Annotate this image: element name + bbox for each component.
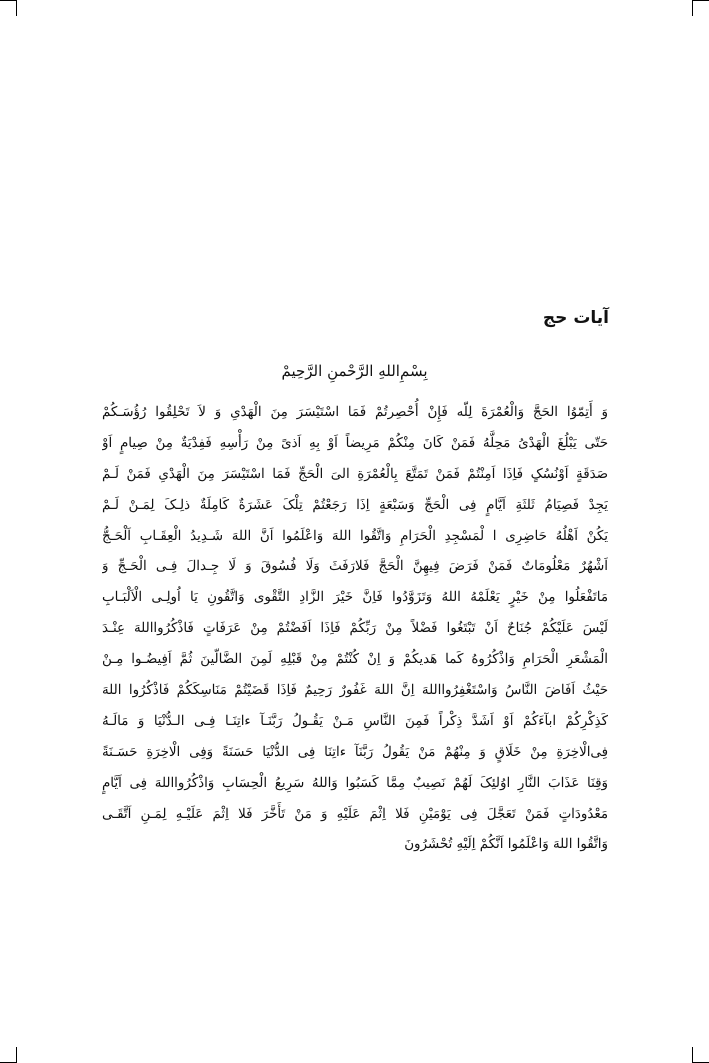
crop-mark-bottom-left-v [16,1047,17,1063]
crop-mark-top-right-h [693,0,709,1]
verse-line: صَدَقَةٍ اَوْنُسُکٍ فَاِذَا اَمِنْتُمْ فَمَنْ تَمَتَّعَ بِالْعُمْرَةِ الیَ الْحَجِّ فَمَا اسْتَیْسَرَ مِنَ الْهَدْیِ فَمَنْ لَـمْ [102,466,608,482]
verse-line: مَاتَفْعَلُوا مِنْ خَیْرٍ یَعْلَمْهُ اللهُ وَتَزَوَّدُوا فَاِنَّ خَیْرَ الزَّادِ التَّقْوی وَاتَّقُونِ یَا اُولِـی الْاَلْبَـابِ [102,590,608,606]
verse-line: وَ أَتِمّوُا الحَجَّ وَالْعُمْرَةَ لِلّه فَإِنْ أُحْصِرتُمْ فَمَا اسْتَیْسَرَ مِنَ الْهَدْیِ وَ لاَ تَحْلِقُوا رُؤُسَـکُمْ [102,405,608,420]
verse-line: وَقِنَا عَذَابَ النَّارِ اوُلئِکَ لَهُمْ نَصِیبٌ مِمَّا کَسَبُوا وَاللهُ سَرِیعُ الْحِسَابِ وَاذْکُرُوااللهَ فِی اَیَّامٍ [102,775,608,791]
verse-line: کَذِکْرِکُمْ ابآءَکُمْ اَوْ اَشَدَّ ذِکْراً فَمِنَ النَّاسِ مَـنْ یَقُـولُ رَبَّنَـآ ءاتِنَـا فِـی الـدُّنْیَا وَ مَالَـهُ [102,713,608,729]
page-title: آیات حج [542,308,609,328]
verse-block [102,398,608,861]
verse-line: فِی‌الْاخِرَةِ مِنْ خَلَاقٍ وَ مِنْهُمْ مَنْ یَقُولُ رَبَّنَآ ءاتِنَا فِی الدُّنْیَا حَسَنَةً وَفِی الْاخِرَةِ حَسَـنَةً [102,744,608,760]
verse-line-last: وَاتَّقُوا اللهَ وَاعْلَمُوا اَنَّکُمْ اِلَیْهِ تُحْشَرُونَ [404,837,608,853]
crop-mark-top-left-h [0,0,16,1]
verse-line: مَعْدُودَاتٍ فَمَنْ تَعَجَّلَ فِی یَوْمَیْنِ فَلا اِثْمَ عَلَیْهِ وَ مَنْ تَأَخَّرَ فَلا اِثْمَ عَلَیْـهِ لِمَـنِ اَتَّقَـی [102,806,608,822]
crop-mark-top-left-v [16,0,17,16]
crop-mark-bottom-right-v [692,1047,693,1063]
verse-line: یَکُنْ اَهْلُهُ حَاضِرِی ا لْمَسْجِدِ الْحَرَامِ وَاتَّقُوا اللهَ وَاعْلَمُوا اَنَّ اللهَ شَـدِیدُ الْعِقَـابِ اَلْحَـجُّ [102,528,608,544]
crop-mark-top-right-v [692,0,693,16]
basmala: بِسْمِ‌اللهِ الرَّحْمنِ الرَّحِیمْ [281,362,428,380]
verse-line: لَیْسَ عَلَیْکُمْ جُنَاحٌ اَنْ تَبْتَغُوا فَضْلاً مِنْ رَبِّکُمْ فَاِذَا اَفَضْتُمْ مِنْ عَرَفَاتٍ فَاذْکُرُوااللهَ عِنْـدَ [102,621,608,637]
verse-line: اَشْهُرٌ مَعْلُومَاتٌ فَمَنْ فَرَضَ فِیهِنَّ الْحَجَّ فَلارَفَثَ وَلَا فُسُوقَ وَ لَا جِـدالَ فِـی الْحَـجِّ وَ [102,559,608,575]
verse-line: الْمَشْعَرِ الْحَرَامِ وَاذْکُرُوهُ کَما هَدیکُمْ وَ اِنْ کُنْتُمْ مِنْ قَبْلِهِ لَمِنَ الضَّالّینَ ثُمَّ اَفِیضُـوا مِـنْ [102,652,608,668]
verse-line: حَتّی یَبْلُغَ الْهَدْیُ مَحِلَّهُ فَمَنْ کَانَ مِنْکُمْ مَرِیضاً اَوْ بِهِ اَذیً مِنْ رَأْسِهِ فَفِدْیَةٌ مِنْ صِیامٍ اَوْ [102,435,608,451]
verse-line: حَیْثُ اَفَاضَ النَّاسُ وَاسْتَغْفِرُوااللهَ اِنَّ اللهَ غَفُورٌ رَحِیمٌ فَاِذَا قَضَیْتُمْ مَنَاسِکَکُمْ فَاذْکُرُوا اللهَ [102,683,608,699]
verse-line: یَجِدْ فَصِیَامُ ثَلثَةِ اَیَّامٍ فِی الْحَجِّ وَسَبْعَةٍ اِذَا رَجَعْتُمْ تِلْکَ عَشَرَةٌ کَامِلَةٌ ذلِـکَ لِمَـنْ لَـمْ [102,497,608,513]
